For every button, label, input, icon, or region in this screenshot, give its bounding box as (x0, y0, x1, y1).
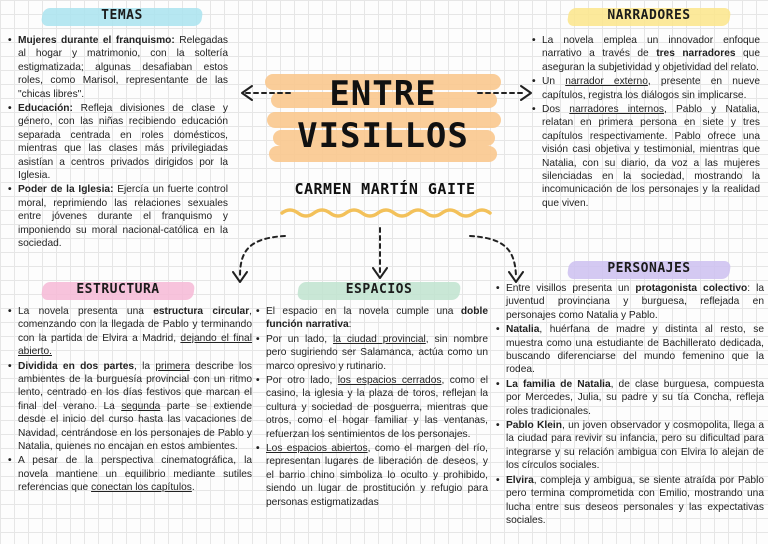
list-item: • La familia de Natalia, de clase burguesa, compuesta por Mercedes, Julia, su padre y su tía Concha, refleja roles tradicionales. (496, 378, 764, 418)
list-item: • Un narrador externo, presente en nueve capítulos, registra los diálogos sin implicarse. (532, 75, 760, 102)
list-item: • Poder de la Iglesia: Ejercía un fuerte control moral, reprimiendo las relaciones sexuales entre jóvenes durante el franquismo y imponiendo su moral nacional-católica en la sociedad. (8, 183, 228, 250)
personajes-list (496, 282, 764, 528)
list-item: • Dos narradores internos, Pablo y Natalia, relatan en primera persona en siete y tres capítulos respectivamente. Pablo ofrece una visión casi objetiva y testimonial, mientras que Natalia, con su diario, da voz a las mujeres silenciadas en la sociedad, mostrando la incomunicación de los personajes y la realidad que viven. (532, 103, 760, 210)
title-line-1: ENTRE (329, 74, 437, 114)
espacios-list (256, 305, 488, 510)
list-item: • Por un lado, la ciudad provincial, sin nombre pero sugiriendo ser Salamanca, actúa como un marco opresivo y rutinario. (256, 333, 488, 373)
list-item: • Los espacios abiertos, como el margen del río, representan lugares de liberación de deseos, y el barrio chino simboliza lo oculto y prohibido, siendo un lugar de prostitución y refugio para personas estigmatizadas (256, 442, 488, 509)
list-item: • El espacio en la novela cumple una doble función narrativa: (256, 305, 488, 332)
list-item: • Dividida en dos partes, la primera describe los ambientes de la burguesía provincial con un ritmo lento, centrado en los días festivos que marcan el final del verano. La segunda parte se extiende desde el inicio del curso hasta las vacaciones de Navidad, centrándose en los personajes de Pablo y Natalia, quienes no encajan en estos ambientes. (8, 360, 252, 454)
estructura-list (8, 305, 252, 496)
arrow-down-left (240, 236, 285, 276)
list-item: • Natalia, huérfana de madre y distinta al resto, se muestra como una estudiante de Bachillerato dedicada, buscando diferenciarse del mundo femenino que la rodea. (496, 323, 764, 377)
list-item: • A pesar de la perspectiva cinematográfica, la novela mantiene un equilibrio mediante sutiles referencias que conectan los capítulos. (8, 454, 252, 494)
temas-heading: TEMAS (101, 8, 143, 23)
wave-underline (282, 210, 490, 216)
list-item: • Pablo Klein, un joven observador y cosmopolita, llega a la ciudad para revivir su infancia, pero su dificultad para integrarse y su relación ambigua con Elvira lo alejan de los círculos sociales. (496, 419, 764, 473)
list-item: • La novela presenta una estructura circular, comenzando con la llegada de Pablo y terminando con la partida de Elvira a Madrid, dejando el final abierto. (8, 305, 252, 359)
list-item: • Por otro lado, los espacios cerrados, como el casino, la iglesia y la plaza de toros, reflejan la cultura y sociedad de posguerra, mientras que otros, como el hogar familiar y las ventanas, refuerzan los sentimientos de los personajes. (256, 374, 488, 441)
title-line-2: VISILLOS (297, 116, 469, 156)
list-item: • Educación: Refleja divisiones de clase y género, con las niñas recibiendo educación separada centrada en roles domésticos, mientras que las clases más privilegiadas asistían a centros privados dirigidos por la Iglesia. (8, 102, 228, 182)
narradores-heading: NARRADORES (607, 8, 691, 23)
author-name: CARMEN MARTÍN GAITE (294, 180, 476, 198)
narradores-list (532, 34, 760, 211)
arrow-down-right (470, 236, 516, 276)
list-item: • Mujeres durante el franquismo: Relegadas al hogar y matrimonio, con la soltería estigmatizada; algunas desafiaban estos roles, como Marisol, representante de las "chicas libres". (8, 34, 228, 101)
estructura-heading: ESTRUCTURA (76, 282, 160, 297)
list-item: • Elvira, compleja y ambigua, se siente atraída por Pablo pero termina comprometida con Emilio, mostrando una lucha entre sus deseos personales y las expectativas sociales. (496, 474, 764, 528)
personajes-heading: PERSONAJES (607, 261, 691, 276)
list-item: • La novela emplea un innovador enfoque narrativo a través de tres narradores que aseguran la subjetividad y objetividad del relato. (532, 34, 760, 74)
temas-list (8, 34, 228, 252)
list-item: • Entre visillos presenta un protagonista colectivo: la juventud provinciana y burguesa, reflejada en personajes como Natalia y Pablo. (496, 282, 764, 322)
espacios-heading: ESPACIOS (345, 282, 413, 297)
